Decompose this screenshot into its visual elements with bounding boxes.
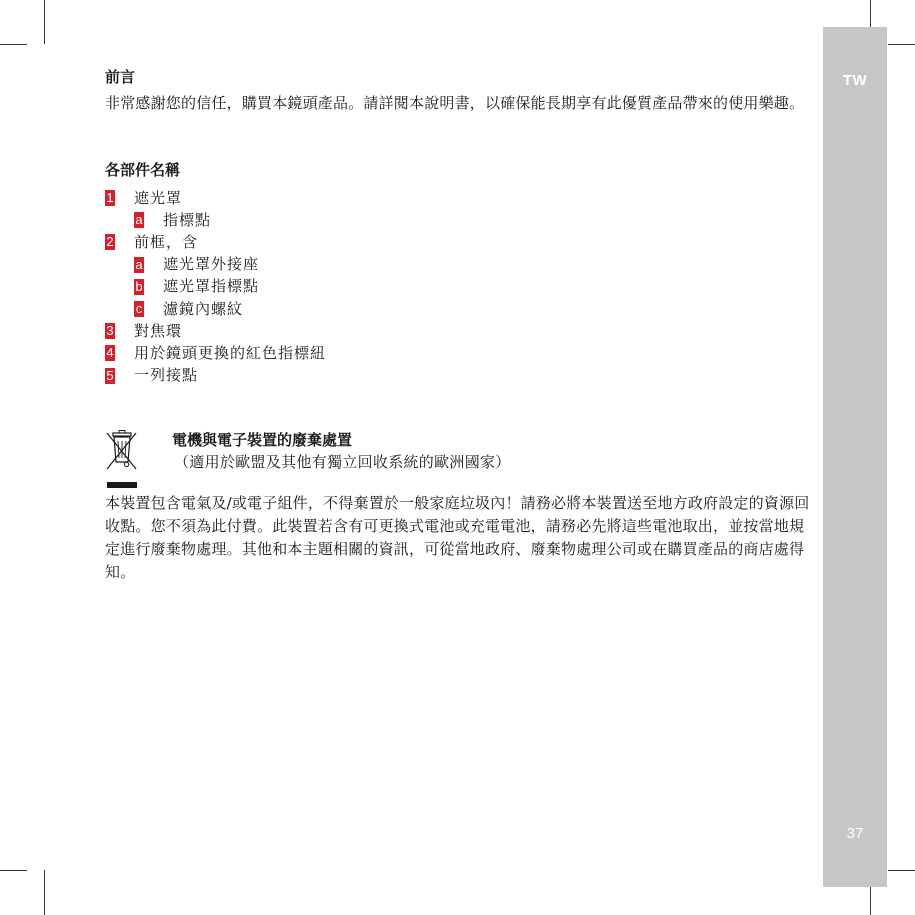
list-item (105, 365, 817, 387)
part-label: 一列接點 (134, 366, 199, 385)
page-content (105, 66, 817, 584)
crop-mark (888, 44, 915, 45)
list-item (105, 276, 817, 298)
crop-mark (0, 44, 27, 45)
part-letter-marker: a (135, 212, 143, 228)
part-number-marker: 5 (106, 367, 114, 383)
language-code: TW (842, 72, 868, 89)
crop-mark (44, 0, 45, 44)
list-item (105, 231, 817, 253)
part-label: 遮光罩外接座 (163, 255, 260, 274)
crossed-out-wheelie-bin-icon (105, 429, 139, 489)
list-item (105, 342, 817, 364)
list-item (105, 187, 817, 209)
part-number-marker: 3 (106, 323, 114, 339)
language-side-tab (823, 27, 887, 887)
part-number-marker: 4 (106, 345, 114, 361)
crop-mark (0, 870, 27, 871)
list-item (105, 320, 817, 342)
disposal-note: （適用於歐盟及其他有獨立回收系統的歐洲國家） (174, 452, 511, 471)
part-label: 遮光罩 (134, 188, 183, 207)
intro-paragraph: 非常感謝您的信任，購買本鏡頭產品。請詳閱本說明書，以確保能長期享有此優質產品帶來的使用樂趣。 (105, 94, 805, 112)
part-letter-marker: a (135, 256, 143, 272)
part-letter-marker: c (135, 301, 143, 317)
part-letter-marker: b (135, 278, 143, 294)
part-label: 指標點 (163, 210, 212, 229)
part-label: 用於鏡頭更換的紅色指標紐 (134, 343, 327, 362)
part-label: 遮光罩指標點 (163, 277, 260, 296)
part-label: 對焦環 (134, 321, 183, 340)
part-label: 前框，含 (134, 232, 199, 251)
list-item (105, 298, 817, 320)
list-item (105, 209, 817, 231)
part-number-marker: 1 (106, 190, 114, 206)
disposal-title: 電機與電子裝置的廢棄處置 (172, 430, 353, 449)
page-number: 37 (846, 825, 864, 842)
parts-list (105, 187, 817, 387)
part-number-marker: 2 (106, 234, 114, 250)
disposal-paragraph: 本裝置包含電氣及/或電子組件，不得棄置於一般家庭垃圾內！請務必將本裝置送至地方政府設定的資源回收點。您不須為此付費。此裝置若含有可更換式電池或充電電池，請務必先將這些電池取出，並按當地規定進行廢棄物處理。其他和本主題相關的資訊，可從當地政府、廢棄物處理公司或在購買產品的商店處得知。 (105, 493, 810, 581)
crop-mark (44, 870, 45, 915)
list-item (105, 254, 817, 276)
parts-heading: 各部件名稱 (105, 161, 181, 179)
intro-heading: 前言 (105, 68, 136, 86)
crop-mark (888, 870, 915, 871)
part-label: 濾鏡內螺紋 (163, 299, 244, 318)
disposal-header (105, 429, 817, 491)
